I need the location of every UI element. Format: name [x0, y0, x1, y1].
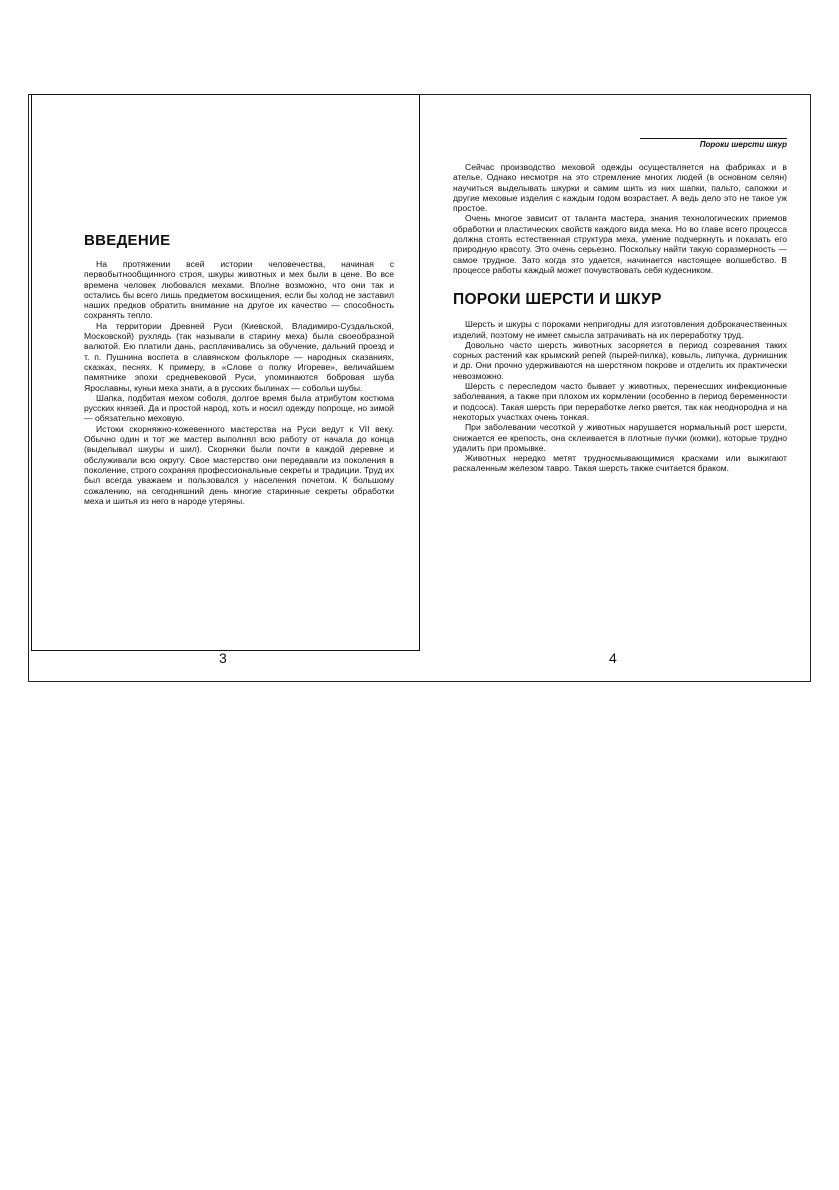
right-paragraph: Сейчас производство меховой одежды осуществляется на фабриках и в ателье. Однако несмотря на это стремление многих людей (в основном селян) научиться выделывать шкурки и самим шить из них шапки, пальто, сапожки и другие меховые изделия с каждым годом возрастает. А ведь дело это не такое уж простое.: [453, 162, 787, 214]
right-paragraph: Шерсть с переследом часто бывает у животных, перенесших инфекционные заболевания, а также при плохом их кормлении (особенно в период беременности и подсоса). Такая шерсть при переработке легко рвется, так как неоднородна и на некоторых участках очень тонкая.: [453, 381, 787, 422]
right-paragraph: При заболевании чесоткой у животных нарушается нормальный рост шерсти, снижается ее крепость, она склеивается в плотные пучки (комки), которые трудно удалить при промывке.: [453, 422, 787, 453]
left-page: [84, 232, 394, 506]
left-page-title: ВВЕДЕНИЕ: [84, 232, 171, 249]
left-paragraph: На территории Древней Руси (Киевской, Владимиро-Суздальской, Московской) рухлядь (так называли в старину меха) была своеобразной валютой. Ею платили дань, расплачивались за обучение, дальний проезд и т. п. Пушнина воспета в славянском фольклоре — народных сказаниях, сказках, песнях. К примеру, в «Слове о полку Игореве», величайшем памятнике эпохи средневековой Руси, упоминаются бобровая шуба Ярославны, куньи меха знати, а в русских былинах — собольи шубы.: [84, 320, 394, 393]
left-paragraph: Истоки скорняжно-кожевенного мастерства на Руси ведут к VII веку. Обычно один и тот же мастер выполнял всю работу от начала до конца (выделывал шкуры и шил). Скорняки были почти в каждой деревне и обслуживали всю округу. Свое мастерство они передавали из поколения в поколение, строго сохраняя профессиональные секреты и традиции. Труд их был всегда уважаем и пользовался у населения почетом. К большому сожалению, на сегодняшний день многие старинные секреты обработки меха и шитья из него в народе утеряны.: [84, 423, 394, 506]
right-paragraph: Животных нередко метят трудносмывающимися красками или выжигают раскаленным железом тавро. Такая шерсть также считается браком.: [453, 453, 787, 474]
page-number-left: 3: [219, 650, 227, 666]
right-paragraph: Довольно часто шерсть животных засоряется в период созревания таких сорных растений как крымский репей (пырей-пилка), ковыль, липучка, дурнишник и др. Они прочно удерживаются на шерстяном покрове и отделить их практически невозможно.: [453, 339, 787, 381]
right-paragraph: Очень многое зависит от таланта мастера, знания технологических приемов обработки и пластических свойств каждого вида меха. Но во главе всего процесса должна стоять естественная структура меха, умение подчеркнуть и показать его природную красоту. Это очень серьезно. Поскольку найти такую соразмерность — самое трудное. Зато когда это удается, начинается настоящее волшебство. В процессе работы каждый может почувствовать себя кудесником.: [453, 213, 787, 275]
running-header: Пороки шерсти шкур: [640, 138, 787, 149]
left-paragraph: Шапка, подбитая мехом соболя, долгое время была атрибутом костюма русских князей. Да и простой народ, хоть и носил одежду попроще, но зимой — обязательно меховую.: [84, 392, 394, 424]
right-paragraph: Шерсть и шкуры с пороками непригодны для изготовления доброкачественных изделий, поэтому не имеет смысла затрачивать на их переработку труд.: [453, 319, 787, 340]
page-number-right: 4: [609, 650, 617, 666]
right-page: [453, 134, 787, 474]
running-header-row: [453, 134, 787, 152]
section-title: ПОРОКИ ШЕРСТИ И ШКУР: [453, 291, 662, 309]
left-paragraph: На протяжении всей истории человечества, начиная с первобытнообщинного строя, шкуры животных и мех были в цене. Во все времена человек любовался мехами. Вполне возможно, что они так и остались бы всего лишь предметом восхищения, если бы холод не заставил наших предков обратить внимание на другое их качество — способность сохранять тепло.: [84, 259, 394, 321]
